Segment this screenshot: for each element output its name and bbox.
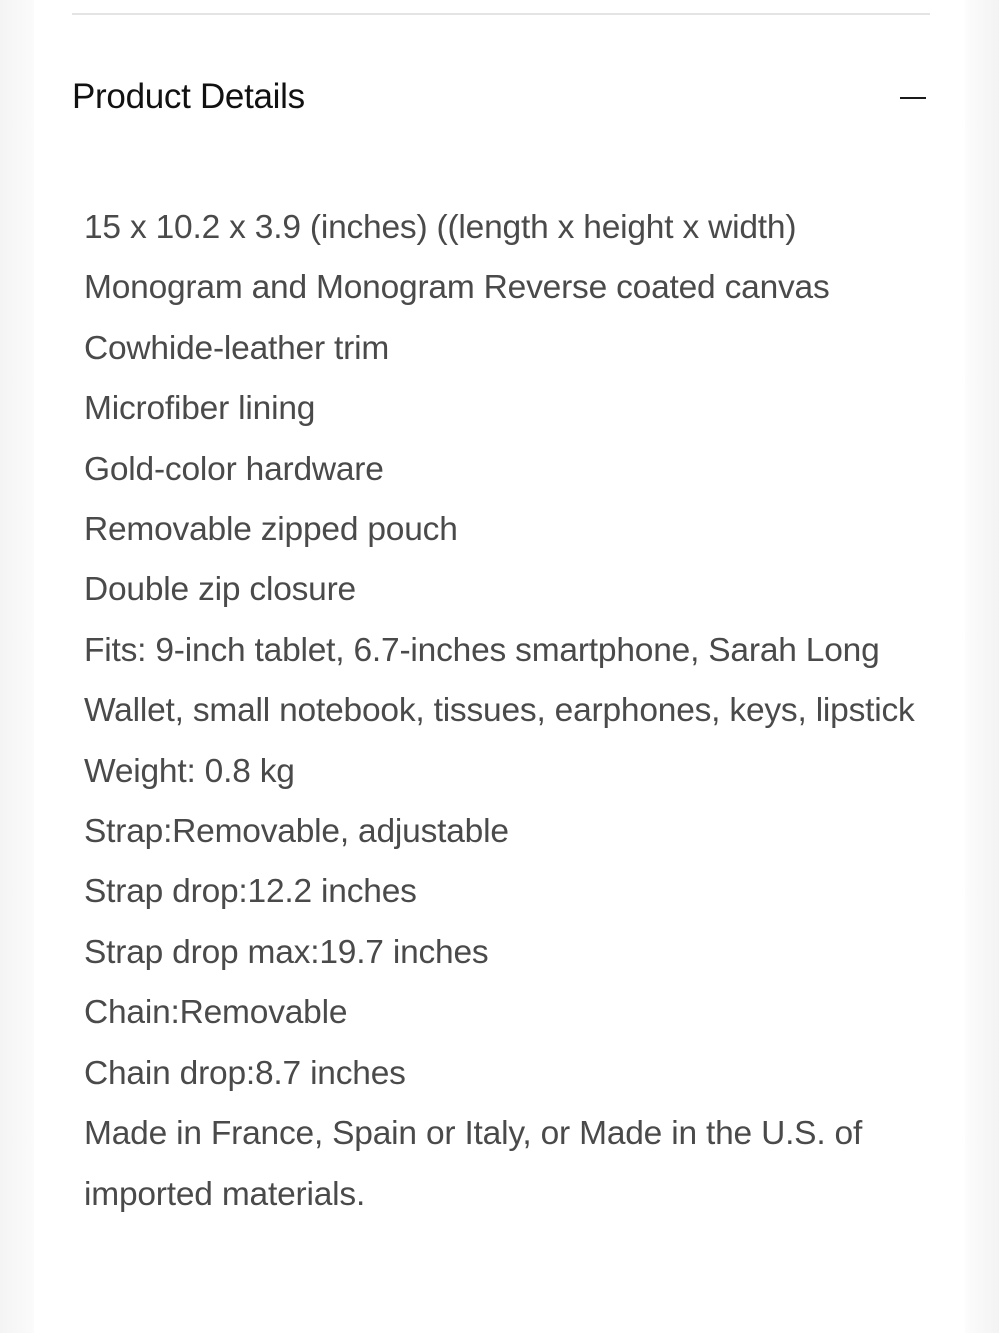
list-item: Double zip closure <box>84 571 356 609</box>
list-item: Strap:Removable, adjustable <box>84 813 509 851</box>
list-item: Strap drop max:19.7 inches <box>84 933 489 971</box>
list-item: Fits: 9-inch tablet, 6.7-inches smartphone, Sarah Long Wallet, small notebook, tissues, earphones, keys, lipstick <box>84 631 915 730</box>
list-item: Microfiber lining <box>84 390 316 428</box>
list-item: Made in France, Spain or Italy, or Made in the U.S. of imported materials. <box>84 1115 863 1213</box>
minus-icon[interactable] <box>900 97 926 99</box>
left-page-edge <box>0 0 34 1333</box>
list-item: Gold-color hardware <box>84 450 384 488</box>
list-item: Removable zipped pouch <box>84 511 458 549</box>
product-details-list <box>84 198 924 1225</box>
right-page-edge <box>965 0 999 1333</box>
list-item: Cowhide-leather trim <box>84 329 390 367</box>
list-item: Weight: 0.8 kg <box>84 752 295 790</box>
list-item: 15 x 10.2 x 3.9 (inches) ((length x height x width) <box>84 209 797 246</box>
list-item: Monogram and Monogram Reverse coated canvas <box>84 269 830 307</box>
list-item: Chain drop:8.7 inches <box>84 1054 406 1092</box>
list-item: Strap drop:12.2 inches <box>84 873 417 911</box>
list-item: Chain:Removable <box>84 994 348 1032</box>
product-details-accordion-header[interactable] <box>72 70 930 130</box>
section-divider <box>72 13 930 15</box>
accordion-title: Product Details <box>72 77 305 116</box>
